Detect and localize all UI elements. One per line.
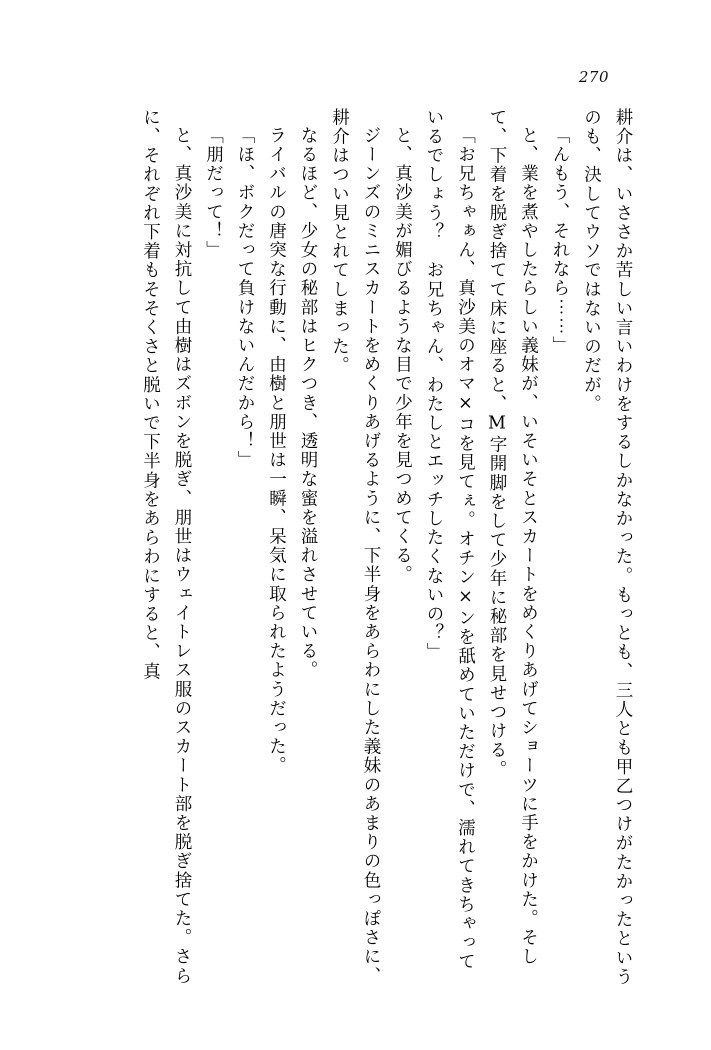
paragraph: と、真沙美に対抗して由樹はズボンを脱ぎ、朋世はウェイトレス服のスカート部を脱ぎ捨てた。さらに、それぞれ下着もそそくさと脱いで下半身をあらわにすると、真 — [140, 108, 192, 985]
paragraph: 「お兄ちゃぁん、真沙美のオマ×コを見てぇ。オチン×ンを舐めていただけで、濡れてきちゃっているでしょう？ お兄ちゃん、わたしとエッチしたくないの？」 — [424, 108, 476, 971]
paragraph: ジーンズのミニスカートをめくりあげるように、下半身をあらわにした義妹のあまりの色っぽさに、耕介はつい見とれてしまった。 — [329, 108, 381, 985]
paragraph: と、真沙美が媚びるような目で少年を見つめてくる。 — [392, 125, 413, 584]
paragraph: 「朋だって！」 — [203, 125, 224, 260]
paragraph: ライバルの唐突な行動に、由樹と朋世は一瞬、呆気に取られたようだった。 — [266, 125, 287, 775]
paragraph: なるほど、少女の秘部はヒクつき、透明な蜜を溢れさせている。 — [298, 125, 318, 680]
paragraph: 耕介は、いささか苦しい言いわけをするしかなかった。もっとも、三人とも甲乙つけがたかったというのも、決してウソではないのだが。 — [581, 108, 633, 987]
paragraph: と、業を煮やしたらしい義妹が、いそいそとスカートをめくりあげてショーツに手をかけた。そして、下着を脱ぎ捨てて床に座ると、M字開脚をして少年に秘部を見せつける。 — [487, 108, 539, 966]
page-number: 270 — [578, 68, 609, 86]
body-text-vertical — [58, 108, 638, 988]
paragraph: 「んもう、それなら⋯⋯」 — [550, 125, 570, 355]
paragraph: 「ほ、ボクだって負けないんだから！」 — [235, 125, 255, 470]
